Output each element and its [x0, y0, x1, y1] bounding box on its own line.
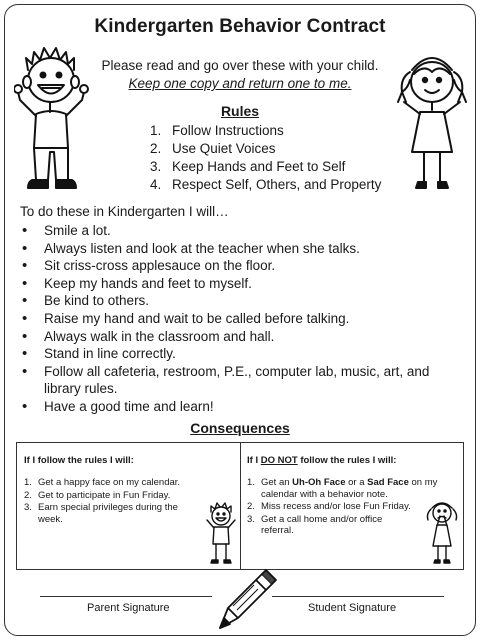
item-text: Miss recess and/or lose Fun Friday. — [261, 501, 411, 513]
smiling-boy-icon — [14, 40, 90, 200]
girl-with-pigtails-icon — [394, 40, 470, 200]
rule-number: 3. — [150, 159, 162, 174]
negative-heading — [247, 455, 396, 466]
pledge-item: • Raise my hand and wait to be called before talking. — [20, 310, 460, 328]
rule-text: Follow Instructions — [172, 123, 284, 138]
item-text-mid: or a — [345, 477, 368, 488]
negative-heading-emphasis: DO NOT — [260, 455, 298, 466]
intro-line: Please read and go over these with your child. — [101, 58, 379, 73]
positive-item — [24, 490, 204, 502]
rule-item — [150, 158, 381, 176]
pledge-lead: To do these in Kindergarten I will… — [20, 204, 229, 219]
pledge-list — [20, 222, 460, 416]
rule-text: Use Quiet Voices — [172, 141, 276, 156]
item-text-pre: Get an — [261, 477, 293, 488]
item-number: 2. — [24, 489, 32, 501]
pledge-item: • Always walk in the classroom and hall. — [20, 328, 460, 346]
sad-face-label: Sad Face — [367, 477, 409, 488]
pledge-item: • Have a good time and learn! — [20, 398, 460, 416]
parent-signature-label: Parent Signature — [87, 602, 170, 614]
page-title: Kindergarten Behavior Contract — [94, 16, 386, 37]
item-text: Get a call home and/or office referral. — [261, 513, 383, 537]
pledge-item: • Always listen and look at the teacher when she talks. — [20, 240, 460, 258]
uh-oh-face-label: Uh-Oh Face — [292, 477, 346, 488]
consequences-heading: Consequences — [190, 420, 290, 436]
rule-number: 4. — [150, 177, 162, 192]
rule-text: Respect Self, Others, and Property — [172, 177, 382, 192]
student-signature-line[interactable] — [272, 596, 444, 597]
pledge-item: • Follow all cafeteria, restroom, P.E., computer lab, music, art, and library rules. — [20, 363, 460, 398]
pledge-item: • Sit criss-cross applesauce on the floor. — [20, 257, 460, 275]
item-text: Get to participate in Fun Friday. — [38, 489, 171, 501]
rules-list — [150, 122, 381, 194]
rule-item — [150, 122, 381, 140]
positive-item — [24, 477, 204, 489]
pledge-item: • Be kind to others. — [20, 292, 460, 310]
rule-item — [150, 176, 381, 194]
positive-item — [24, 502, 204, 525]
negative-item — [247, 514, 407, 537]
rule-item — [150, 140, 381, 158]
pencil-icon — [206, 562, 278, 634]
item-text: Earn special privileges during the week. — [38, 502, 178, 525]
sad-kid-icon — [424, 496, 460, 568]
item-number: 1. — [247, 477, 255, 488]
student-signature-label: Student Signature — [308, 602, 397, 614]
item-text: Get a happy face on my calendar. — [38, 477, 181, 488]
rules-heading: Rules — [220, 103, 260, 119]
item-number: 3. — [247, 513, 255, 525]
parent-signature-line[interactable] — [40, 596, 212, 597]
item-number: 1. — [24, 477, 32, 488]
item-number: 2. — [247, 501, 255, 513]
rule-number: 1. — [150, 123, 162, 138]
pledge-item: • Smile a lot. — [20, 222, 460, 240]
negative-heading-pre: If I — [247, 455, 261, 466]
positive-heading: If I follow the rules I will: — [24, 455, 134, 466]
pledge-item: • Stand in line correctly. — [20, 345, 460, 363]
negative-heading-post: follow the rules I will: — [297, 455, 397, 466]
pledge-item: • Keep my hands and feet to myself. — [20, 275, 460, 293]
item-text-post: on my calendar with a behavior note. — [261, 477, 438, 500]
positive-list — [24, 477, 204, 525]
intro-instruction: Keep one copy and return one to me. — [128, 76, 352, 91]
rule-text: Keep Hands and Feet to Self — [172, 159, 346, 174]
rule-number: 2. — [150, 141, 162, 156]
consequences-divider — [240, 442, 241, 570]
happy-kid-icon — [204, 500, 238, 568]
item-number: 3. — [24, 502, 32, 514]
